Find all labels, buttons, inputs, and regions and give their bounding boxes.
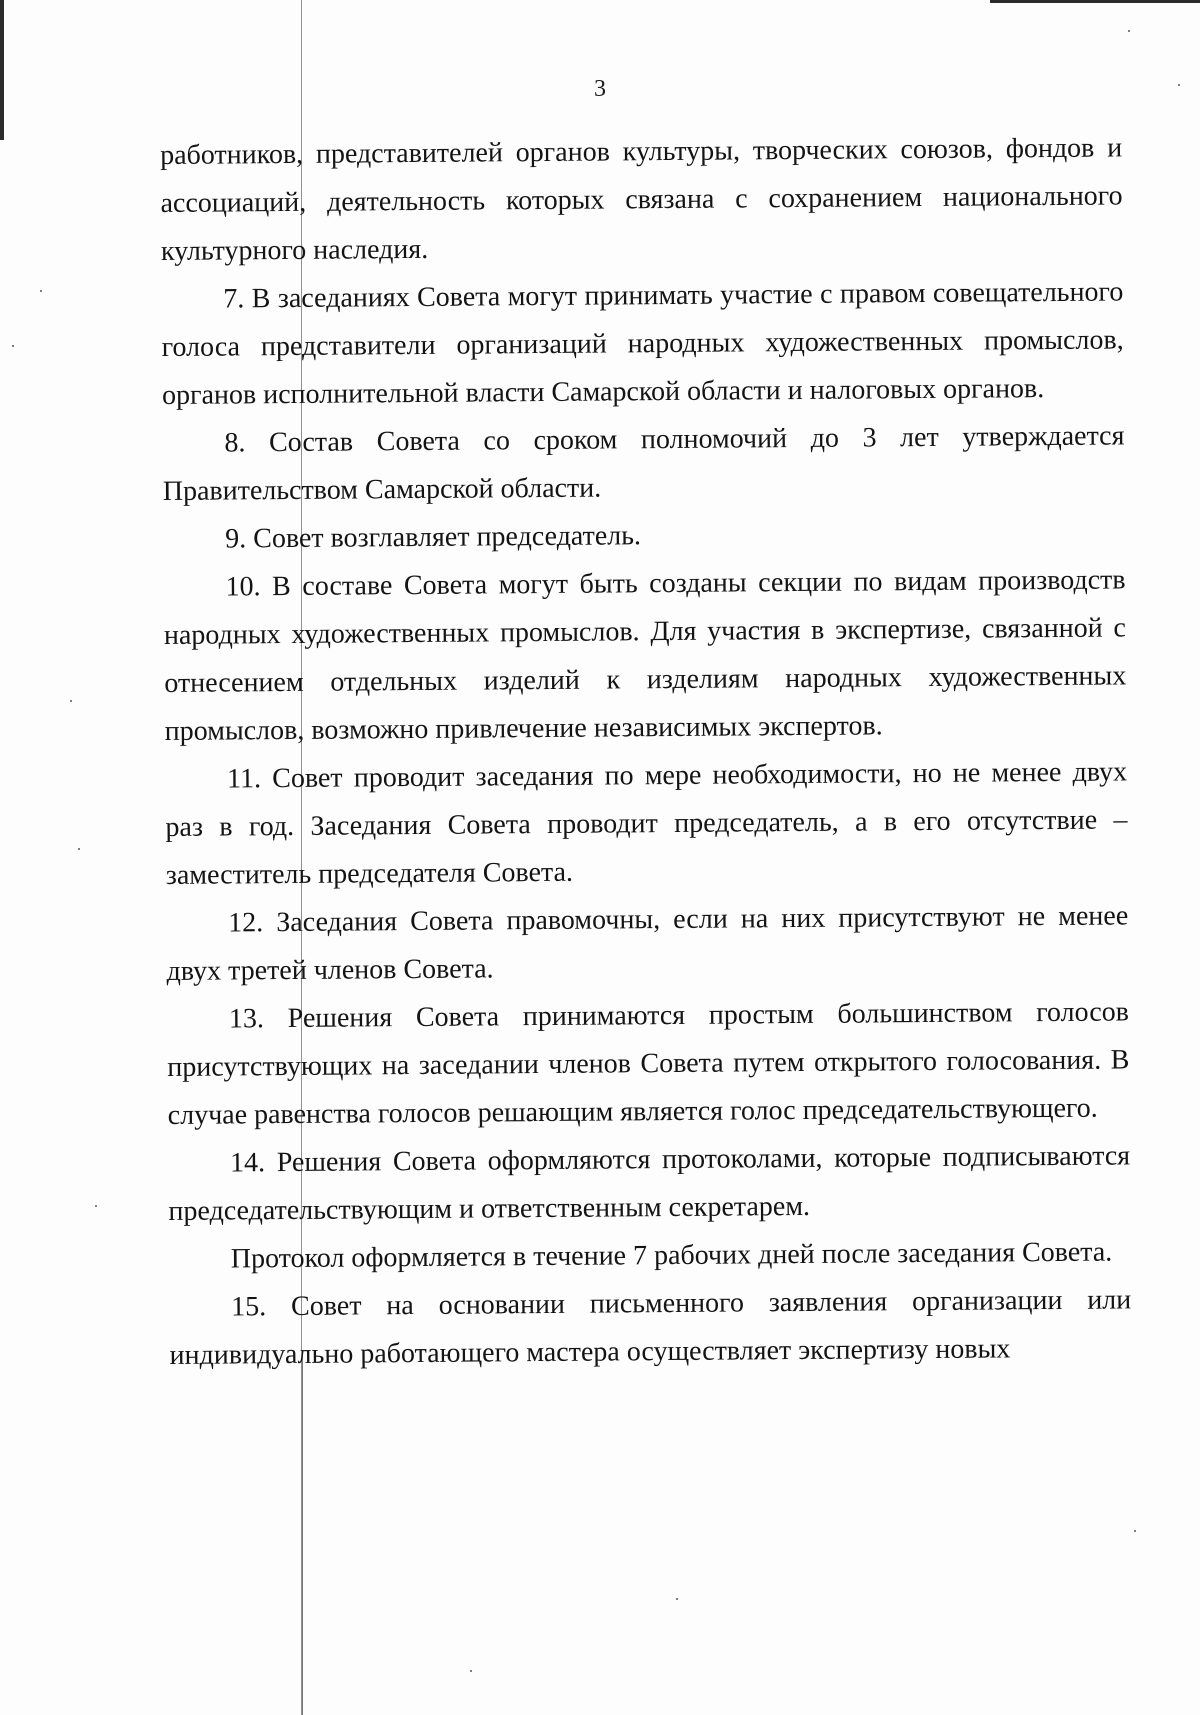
paragraph-10: 10. В составе Совета могут быть созданы секции по видам производств народных художественных промыслов. Для участия в экспертизе, связанной с отнесением отдельных изделий к изделиям народных художественных промыслов, возможно привлечение независимых экспертов.	[163, 564, 1127, 747]
paragraph-8: 8. Состав Совета со сроком полномочий до 3 лет утверждается Правительством Самарской области.	[162, 420, 1125, 507]
scan-speck	[12, 345, 14, 347]
paragraph-13: 13. Решения Совета принимаются простым большинством голосов присутствующих на заседании членов Совета путем открытого голосования. В случае равенства голосов решающим является голос председательствующего.	[167, 996, 1130, 1131]
paragraph-12: 12. Заседания Совета правомочны, если на них присутствуют не менее двух третей членов Совета.	[166, 900, 1129, 987]
scan-speck	[70, 700, 72, 702]
scan-edge-top	[990, 0, 1200, 3]
paragraph-protocol: Протокол оформляется в течение 7 рабочих дней после заседания Совета.	[230, 1236, 1113, 1275]
document-body	[160, 124, 1132, 1380]
scan-speck	[1134, 1530, 1136, 1532]
paragraph-14: 14. Решения Совета оформляются протоколами, которые подписываются председательствующим и ответственным секретарем.	[168, 1140, 1131, 1227]
scan-speck	[40, 290, 42, 292]
paragraph-continuation: работников, представителей органов культуры, творческих союзов, фондов и ассоциаций, деятельность которых связана с сохранением национального культурного наследия.	[160, 132, 1123, 267]
scan-speck	[676, 1598, 678, 1600]
scan-edge-left	[0, 0, 4, 140]
scan-speck	[470, 1670, 472, 1672]
page-number: 3	[594, 76, 606, 102]
paragraph-7: 7. В заседаниях Совета могут принимать участие с правом совещательного голоса представители организаций народных художественных промыслов, органов исполнительной власти Самарской области и налоговых органов.	[161, 276, 1124, 411]
scan-speck	[95, 1205, 97, 1207]
scan-fold-line-lower	[302, 1350, 303, 1715]
scan-speck	[1128, 30, 1130, 32]
paragraph-11: 11. Совет проводит заседания по мере необходимости, но не менее двух раз в год. Заседания Совета проводит председатель, а в его отсутствие – заместитель председателя Совета.	[165, 756, 1128, 891]
paragraph-15: 15. Совет на основании письменного заявления организации или индивидуально работающего мастера осуществляет экспертизу новых	[169, 1284, 1132, 1371]
paragraph-9: 9. Совет возглавляет председатель.	[225, 520, 642, 555]
scan-speck	[78, 848, 80, 850]
